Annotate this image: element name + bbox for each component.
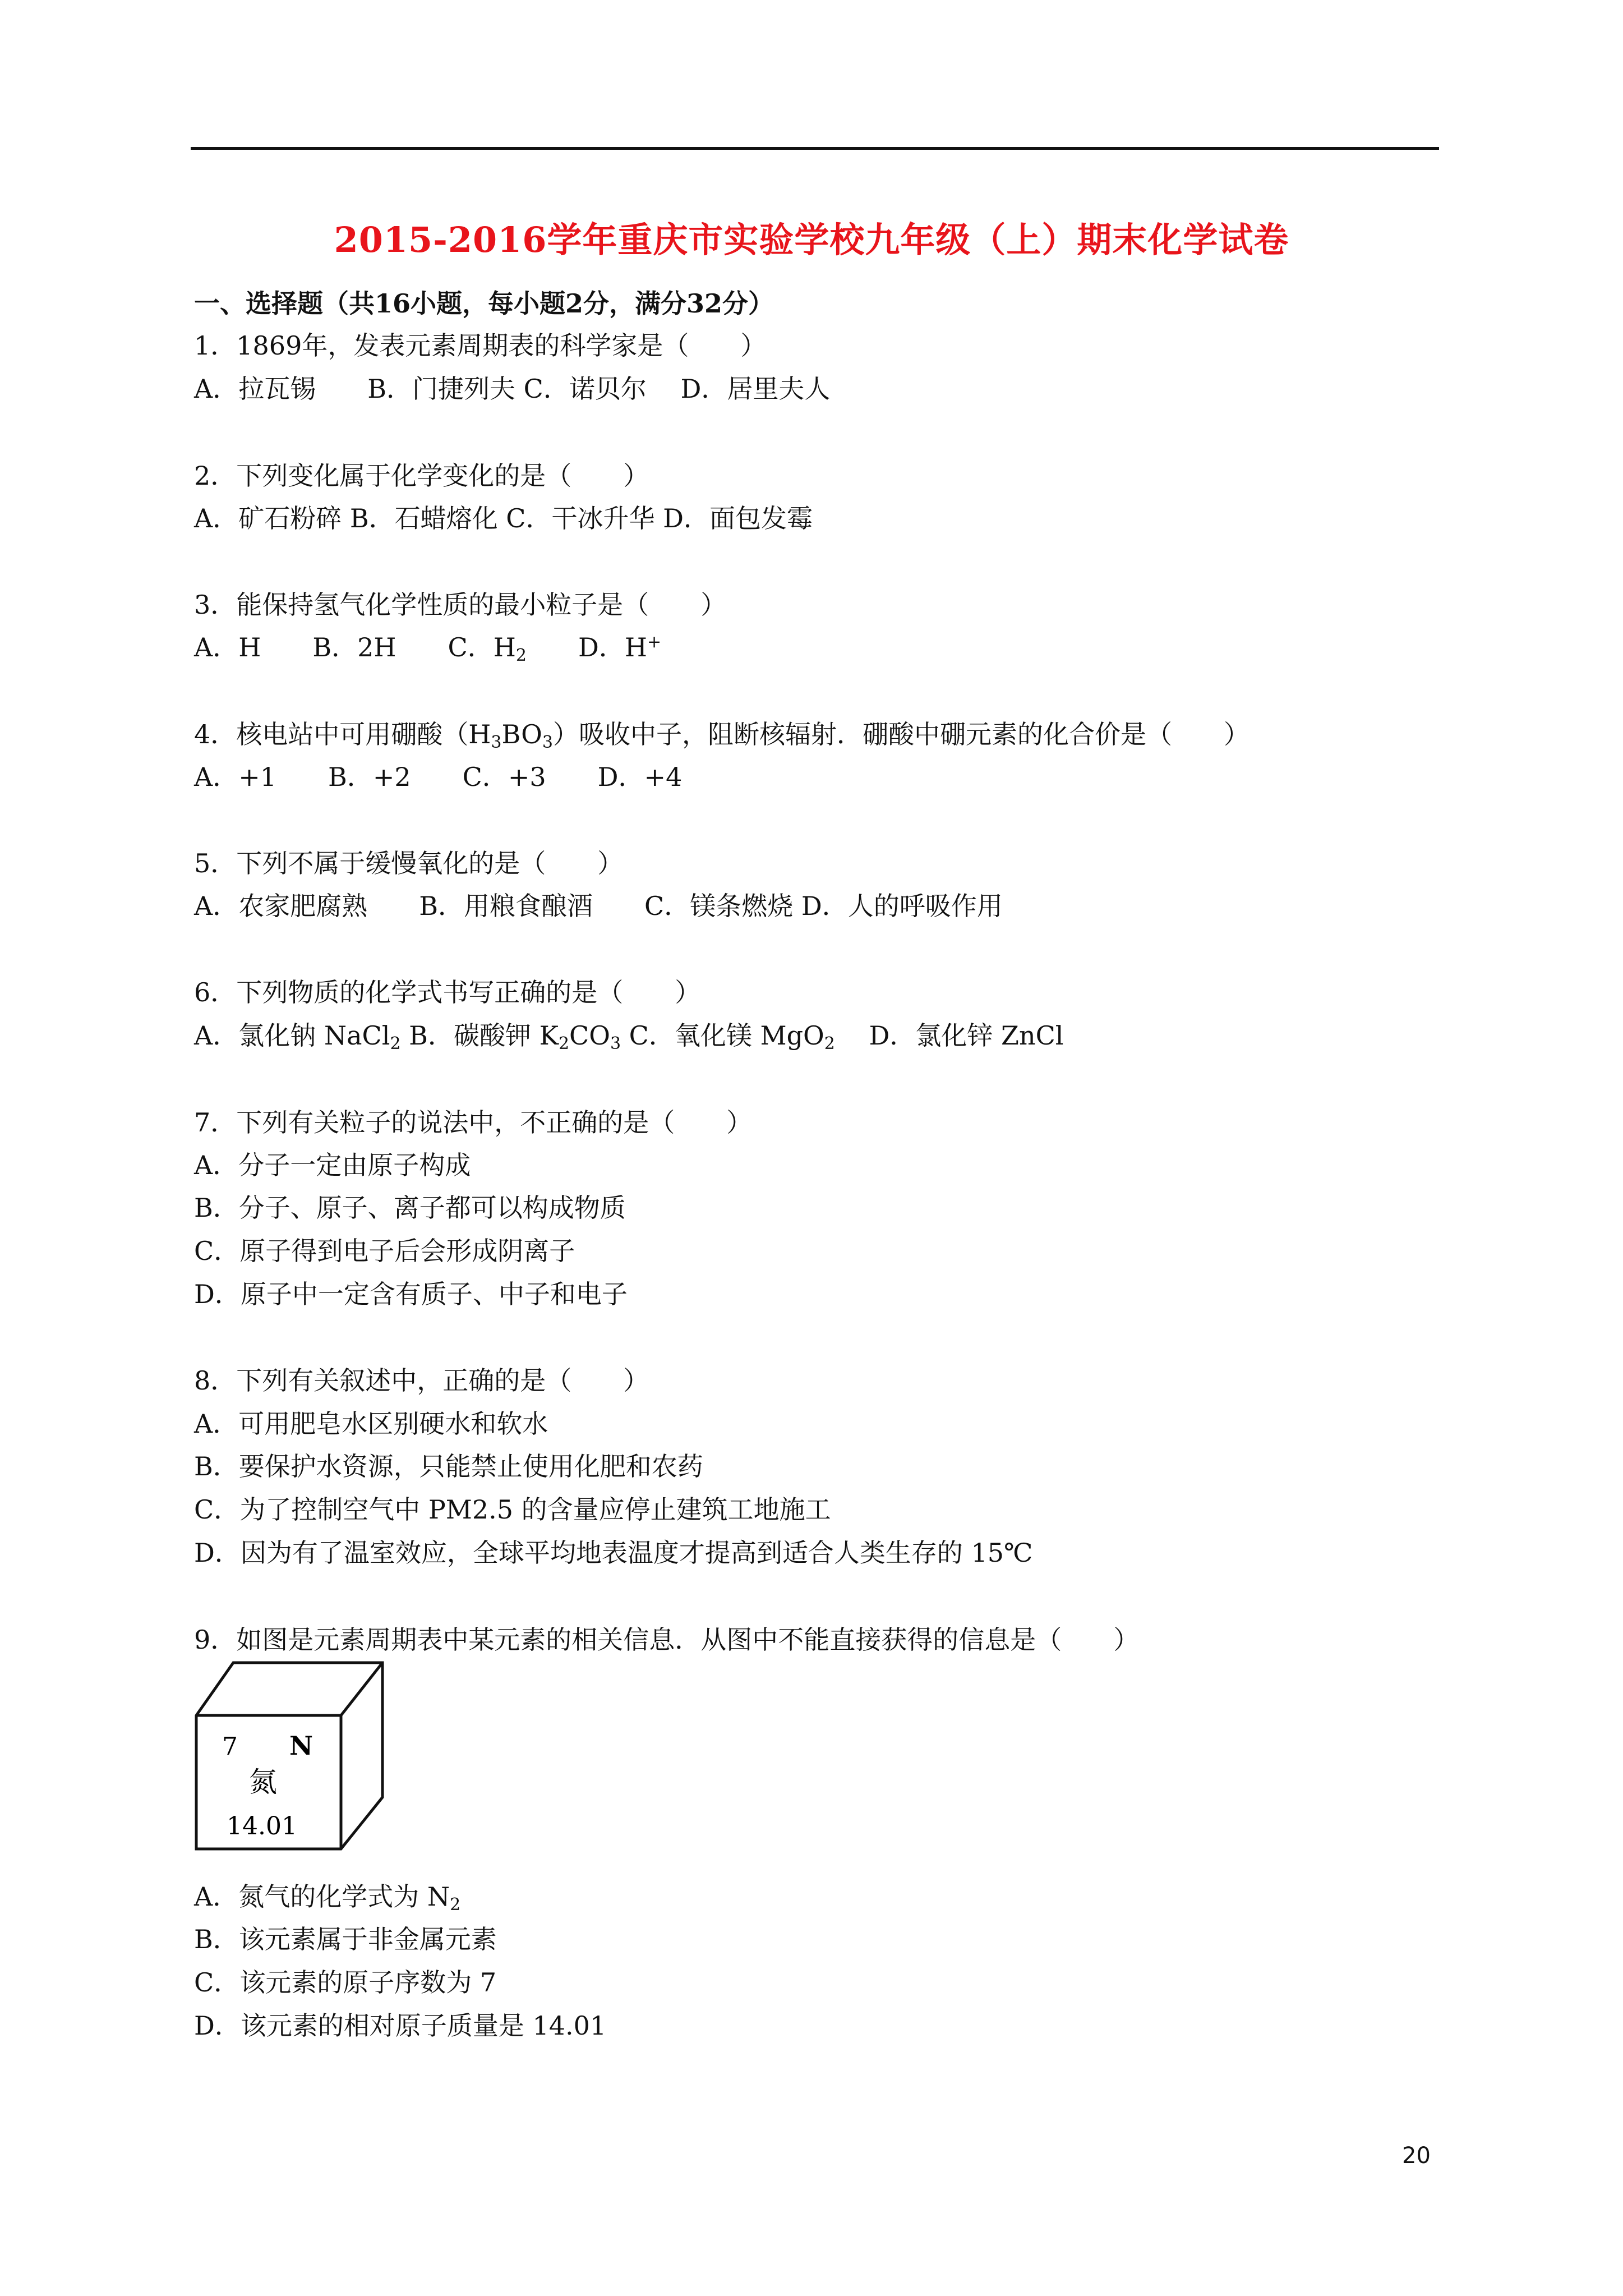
question-1-stem: 1．1869年，发表元素周期表的科学家是（ ） (194, 330, 767, 361)
question-3-stem: 3．能保持氢气化学性质的最小粒子是（ ） (194, 590, 727, 620)
question-9-option-a: A．氮气的化学式为 $N_2$ (194, 1881, 461, 1915)
question-6-options: A．氯化钠 NaCl$_2$ B．碳酸钾 $K_2CO_3$ C．氧化镁 MgO$_2$ D．氯化锌 ZnCl (194, 1020, 1064, 1053)
element-atomic-number: 7 (222, 1732, 238, 1761)
element-atomic-mass: 14.01 (227, 1812, 297, 1841)
question-9-option-b: B．该元素属于非金属元素 (194, 1924, 497, 1954)
question-7-option-d: D．原子中一定含有质子、中子和电子 (194, 1279, 628, 1309)
question-7-option-a: A．分子一定由原子构成 (194, 1150, 471, 1180)
question-9-stem: 9．如图是元素周期表中某元素的相关信息．从图中不能直接获得的信息是（ ） (194, 1625, 1140, 1655)
page-number: 20 (1402, 2143, 1431, 2169)
question-8-option-c: C．为了控制空气中 PM2.5 的含量应停止建筑工地施工 (194, 1494, 831, 1525)
question-7-option-c: C．原子得到电子后会形成阴离子 (194, 1236, 575, 1266)
question-7-option-b: B．分子、原子、离子都可以构成物质 (194, 1193, 626, 1223)
question-8-option-b: B．要保护水资源，只能禁止使用化肥和农药 (194, 1451, 703, 1481)
question-7-stem: 7．下列有关粒子的说法中，不正确的是（ ） (194, 1107, 753, 1138)
question-9-option-d: D．该元素的相对原子质量是 14.01 (194, 2010, 607, 2041)
question-4-stem: 4．核电站中可用硼酸$(H_3BO_3)$吸收中子，阻断核辐射．硼酸中硼元素的化合价是（ ） (194, 719, 1249, 752)
question-8-option-d: D．因为有了温室效应，全球平均地表温度才提高到适合人类生存的 15℃ (194, 1538, 1033, 1568)
question-5-stem: 5．下列不属于缓慢氧化的是（ ） (194, 848, 624, 878)
question-1-options: A．拉瓦锡 B．门捷列夫 C．诺贝尔 D．居里夫人 (194, 374, 831, 404)
periodic-element-card (194, 1660, 385, 1851)
header-rule (191, 147, 1439, 150)
question-9-option-c: C．该元素的原子序数为 7 (194, 1967, 497, 1998)
question-5-options: A．农家肥腐熟 B．用粮食酿酒 C．镁条燃烧 D．人的呼吸作用 (194, 891, 1003, 921)
question-4-options: A．+1 B．+2 C．+3 D．+4 (194, 762, 683, 792)
question-3-options: A．H B．2H C．$H_2$ D．H+ (194, 632, 662, 665)
question-8-option-a: A．可用肥皂水区别硬水和软水 (194, 1409, 548, 1439)
question-8-stem: 8．下列有关叙述中，正确的是（ ） (194, 1365, 649, 1396)
page-title: 2015-2016学年重庆市实验学校九年级（上）期末化学试卷 (334, 219, 1289, 260)
question-2-options: A．矿石粉碎 B．石蜡熔化 C．干冰升华 D．面包发霉 (194, 503, 813, 533)
element-name: 氮 (249, 1766, 277, 1798)
question-6-stem: 6．下列物质的化学式书写正确的是（ ） (194, 977, 701, 1007)
element-symbol: N (289, 1731, 313, 1761)
question-2-stem: 2．下列变化属于化学变化的是（ ） (194, 461, 649, 491)
section-heading: 一、选择题（共16小题，每小题2分，满分32分） (194, 288, 774, 319)
